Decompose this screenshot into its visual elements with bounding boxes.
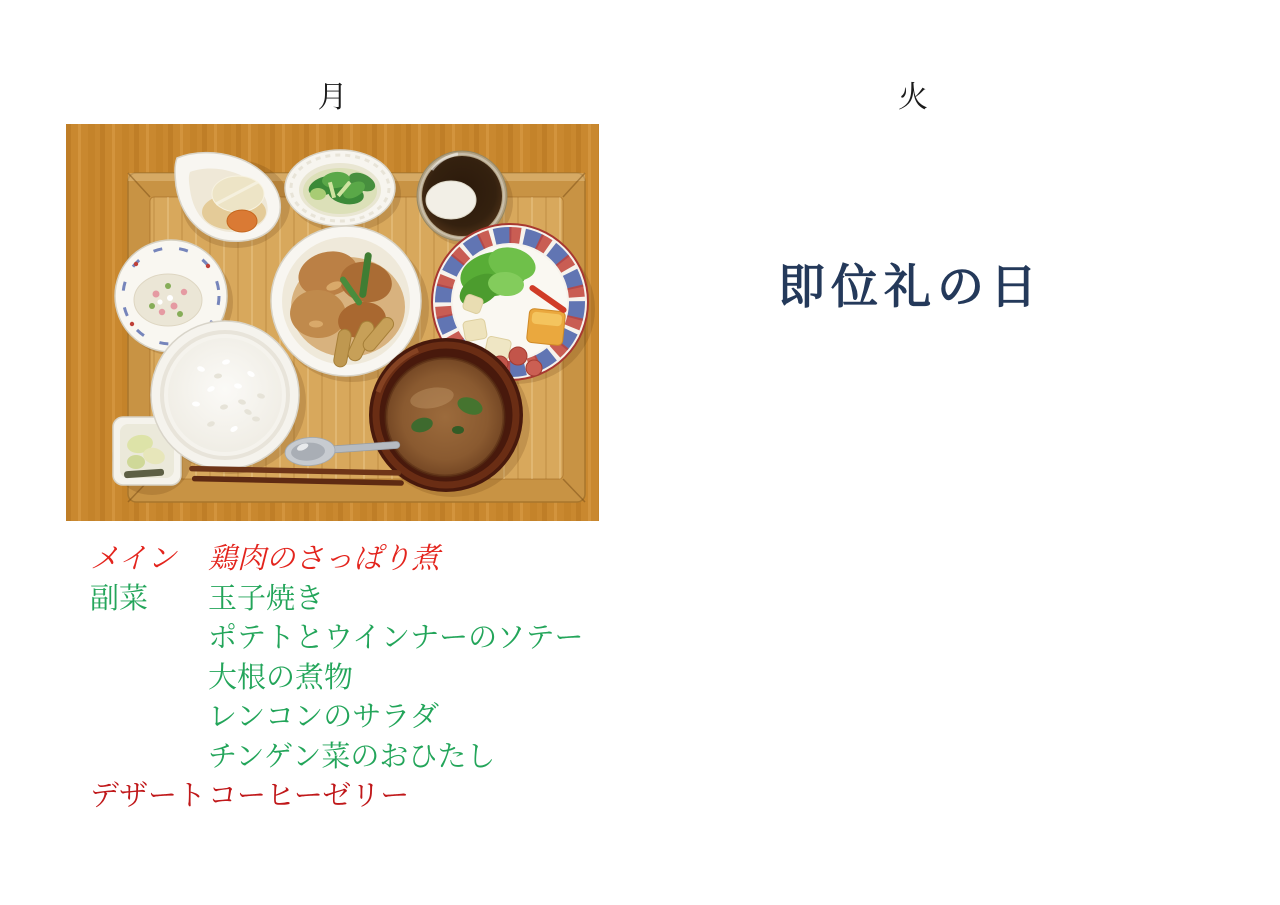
- menu-row: [90, 619, 650, 659]
- menu-row: [90, 580, 650, 620]
- menu-category: [90, 659, 208, 699]
- menu-row: [90, 659, 650, 699]
- menu-row: [90, 777, 650, 817]
- menu-category: 副菜: [90, 582, 149, 615]
- boiled-greens-dish: [285, 150, 395, 226]
- menu-dish: チンゲン菜のおひたし: [208, 740, 496, 773]
- menu-category: デザート: [90, 780, 207, 812]
- monday-menu-list: [90, 540, 650, 817]
- menu-row: [90, 698, 650, 738]
- miso-soup-bowl: [369, 338, 523, 492]
- menu-row: [90, 540, 650, 580]
- meal-photo-monday: [66, 124, 599, 521]
- menu-dish: コーヒーゼリー: [208, 780, 410, 812]
- rice-bowl: [151, 321, 299, 469]
- menu-dish: ポテトとウインナーのソテー: [208, 622, 584, 654]
- menu-dish: レンコンのサラダ: [208, 701, 439, 733]
- menu-dish: 大根の煮物: [208, 661, 354, 694]
- menu-category: メイン: [90, 543, 177, 575]
- simmered-chicken-bowl: [271, 226, 421, 376]
- menu-dish: 玉子焼き: [208, 582, 325, 615]
- menu-category: [90, 698, 208, 738]
- menu-row: [90, 738, 650, 778]
- menu-category: [90, 738, 208, 778]
- menu-dish: 鶏肉のさっぱり煮: [208, 543, 441, 575]
- menu-category: [90, 619, 208, 659]
- day-header-monday: 月: [317, 81, 348, 114]
- day-header-tuesday: 火: [898, 81, 928, 114]
- tuesday-holiday-note: 即位礼の日: [778, 260, 1043, 313]
